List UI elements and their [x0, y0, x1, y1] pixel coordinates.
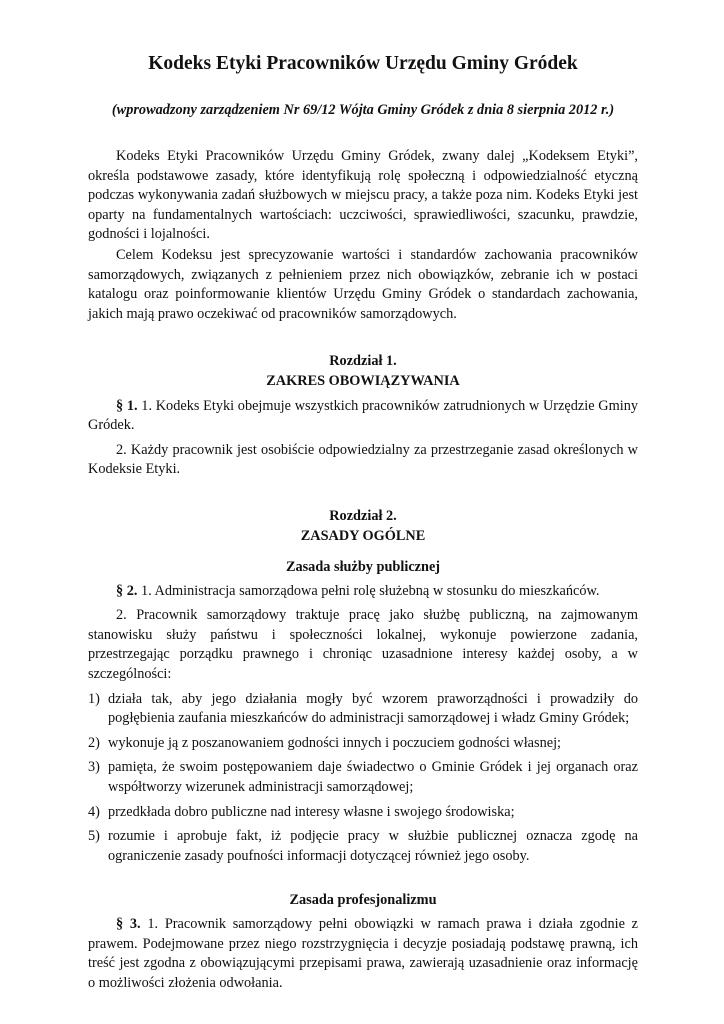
paragraph-2-1	[88, 582, 638, 602]
list-item-text: przedkłada dobro publiczne nad interesy własne i swojego środowiska;	[108, 803, 515, 820]
paragraph-2-2: 2. Pracownik samorządowy traktuje pracę jako służbę publiczną, na zajmowanym stanowisku służy państwu i społeczności lokalnej, wykonuje powierzone zadania, przestrzegając porządku prawnego i chroniąc uzasadnione interesy każdej osoby, a w szczególności:	[88, 607, 638, 683]
chapter-2-name: ZASADY OGÓLNE	[300, 527, 426, 544]
list-item	[88, 758, 638, 797]
paragraph-2-1-text: 1. Administracja samorządowa pełni rolę służebną w stosunku do mieszkańców.	[141, 582, 600, 599]
list-item	[88, 827, 638, 866]
section-professionalism-title: Zasada profesjonalizmu	[289, 892, 437, 909]
section-sign-1: § 1.	[116, 397, 138, 414]
list-item	[88, 803, 638, 823]
paragraph-1-1	[88, 397, 638, 436]
list-item-number: 4)	[88, 803, 100, 820]
list-item-text: rozumie i aprobuje fakt, iż podjęcie pracy w służbie publicznej oznacza zgodę na ograniczenie zasady poufności informacji dotyczącej również jego osoby.	[108, 828, 638, 864]
list-item-number: 3)	[88, 759, 100, 776]
paragraph-1-2: 2. Każdy pracownik jest osobiście odpowiedzialny za przestrzeganie zasad określonych w Kodeksie Etyki.	[88, 441, 638, 478]
chapter-1-label: Rozdział 1.	[329, 353, 397, 370]
list-item	[88, 734, 638, 754]
document-subtitle: (wprowadzony zarządzeniem Nr 69/12 Wójta Gminy Gródek z dnia 8 sierpnia 2012 r.)	[111, 102, 615, 118]
list-item-number: 1)	[88, 690, 100, 707]
list-item-text: wykonuje ją z poszanowaniem godności innych i poczuciem godności własnej;	[108, 734, 562, 751]
chapter-1-name: ZAKRES OBOWIĄZYWANIA	[266, 372, 460, 389]
paragraph-3-1-text: 1. Pracownik samorządowy pełni obowiązki w ramach prawa i działa zgodnie z prawem. Podejmowane przez niego rozstrzygnięcia i decyzje posiadają podstawę prawną, ich treść jest zgodna z obowiązującymi przepisami prawa, zawierają uzasadnienie oraz informację o możliwości złożenia odwołania.	[88, 916, 639, 991]
section-public-service-title: Zasada służby publicznej	[285, 559, 441, 576]
list-item-number: 5)	[88, 828, 100, 845]
paragraph-3-1	[88, 915, 638, 993]
document-title: Kodeks Etyki Pracowników Urzędu Gminy Gródek	[148, 53, 578, 74]
list-item-number: 2)	[88, 734, 100, 751]
chapter-2-label: Rozdział 2.	[329, 507, 397, 524]
section-sign-3: § 3.	[116, 916, 141, 932]
paragraph-1-1-text: 1. Kodeks Etyki obejmuje wszystkich pracowników zatrudnionych w Urzędzie Gminy Gródek.	[88, 397, 638, 434]
intro-paragraph-2: Celem Kodeksu jest sprecyzowanie wartości i standardów zachowania pracowników samorządowych, związanych z pełnieniem przez nich obowiązków, zebranie ich w postaci katalogu oraz poinformowanie klientów Urzędu Gminy Gródek o standardach zachowania, jakich mają prawo oczekiwać od pracowników samorządowych.	[88, 246, 638, 322]
obligations-list	[88, 690, 638, 867]
list-item	[88, 690, 638, 729]
intro-paragraph-1: Kodeks Etyki Pracowników Urzędu Gminy Gródek, zwany dalej „Kodeksem Etyki”, określa podstawowe zasady, które identyfikują rolę społeczną i odpowiedzialność etyczną podczas wykonywania zadań służbowych w miejscu pracy, a także poza nim. Kodeks Etyki jest oparty na fundamentalnych wartościach: uczciwości, sprawiedliwości, szacunku, prawdzie, godności i lojalności.	[88, 148, 638, 243]
list-item-text: pamięta, że swoim postępowaniem daje świadectwo o Gminie Gródek i jej organach oraz współtworzy wizerunek administracji samorządowej;	[108, 759, 638, 796]
list-item-text: działa tak, aby jego działania mogły być wzorem praworządności i prowadziły do pogłębienia zaufania mieszkańców do administracji samorządowej i władz Gminy Gródek;	[108, 690, 638, 727]
section-sign-2: § 2.	[116, 582, 138, 599]
